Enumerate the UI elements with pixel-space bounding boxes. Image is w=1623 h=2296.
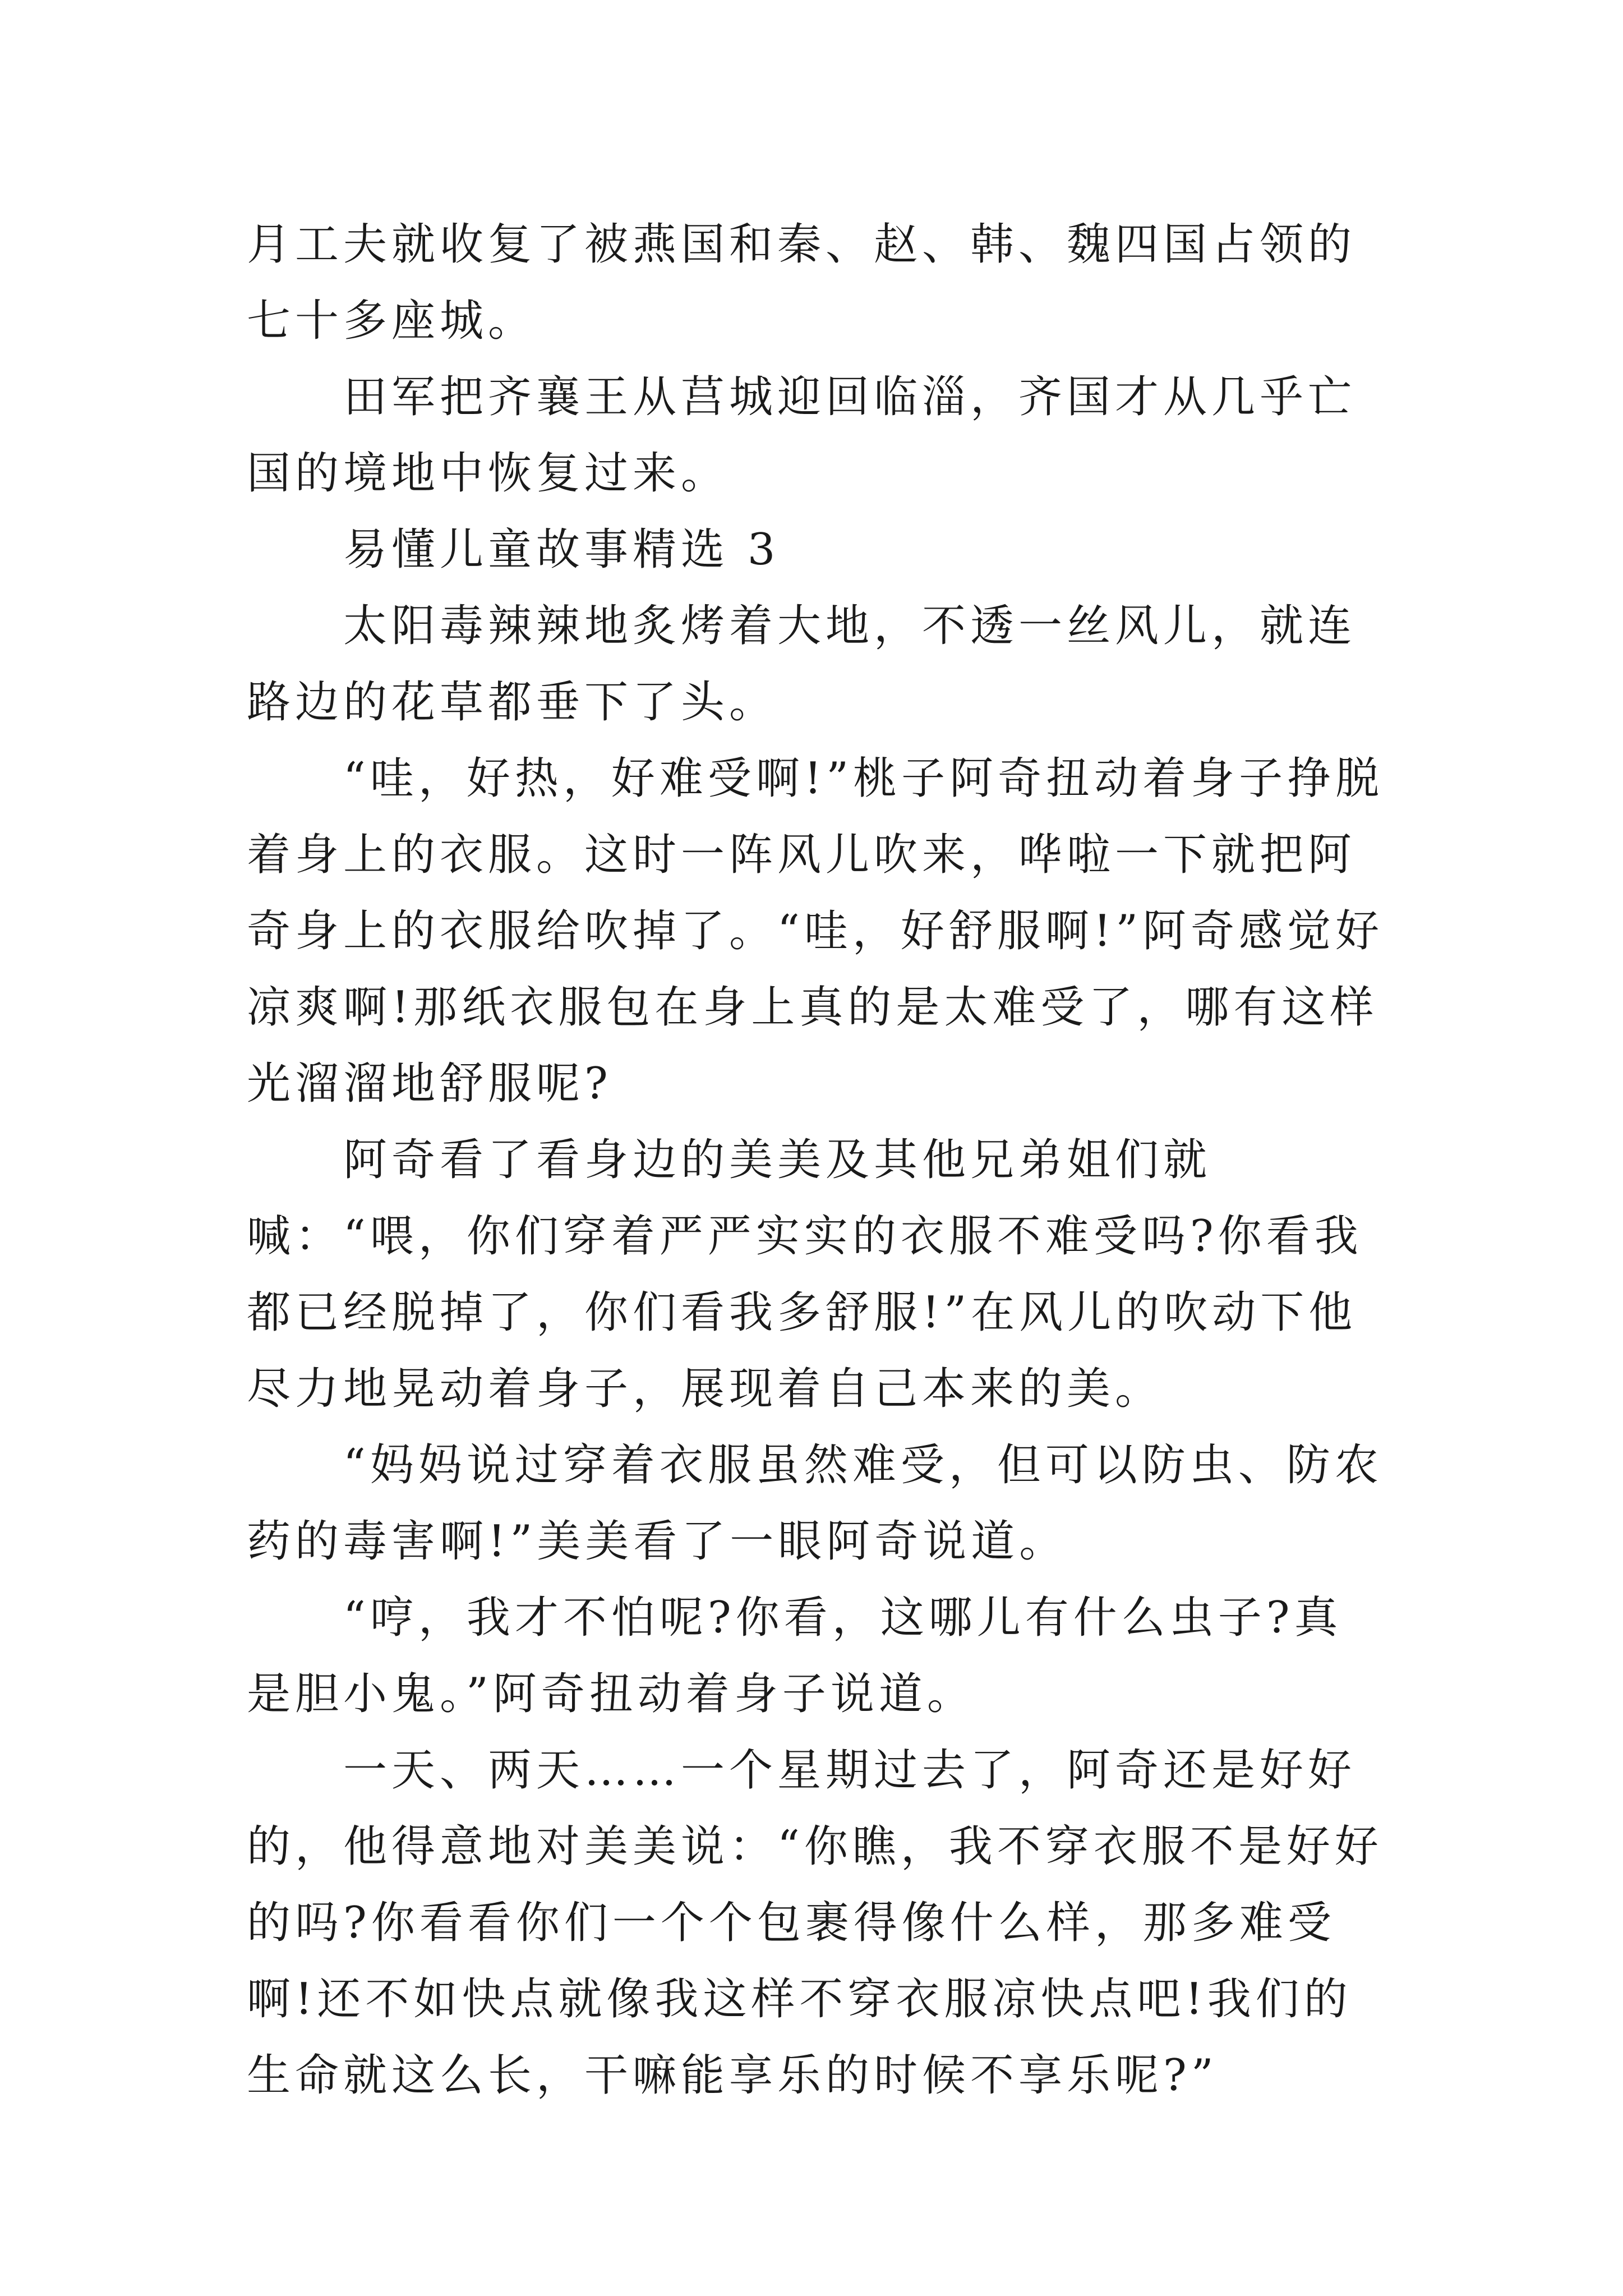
paragraph: 太阳毒辣辣地炙烤着大地，不透一丝风儿，就连路边的花草都垂下了头。: [247, 601, 1357, 728]
paragraph: 田军把齐襄王从莒城迎回临淄，齐国才从几乎亡国的境地中恢复过来。: [247, 372, 1357, 499]
paragraph: “哇，好热，好难受啊!”桃子阿奇扭动着身子挣脱着身上的衣服。这时一阵风儿吹来，哗啦一下就把阿奇身上的衣服给吹掉了。“哇，好舒服啊!”阿奇感觉好凉爽啊!那纸衣服包在身上真的是太难受了，哪有这样光溜溜地舒服呢?: [247, 753, 1384, 1109]
paragraph: “哼，我才不怕呢?你看，这哪儿有什么虫子?真是胆小鬼。”阿奇扭动着身子说道。: [247, 1593, 1343, 1719]
paragraph: 阿奇看了看身边的美美及其他兄弟姐们就喊：“喂，你们穿着严严实实的衣服不难受吗?你看我都已经脱掉了，你们看我多舒服!”在风儿的吹动下他尽力地晃动着身子，展现着自己本来的美。: [247, 1135, 1363, 1414]
paragraph: 一天、两天……一个星期过去了，阿奇还是好好的，他得意地对美美说：“你瞧，我不穿衣服不是好好的吗?你看看你们一个个包裹得像什么样，那多难受啊!还不如快点就像我这样不穿衣服凉快点吧!我们的生命就这么长，干嘛能享乐的时候不享乐呢?”: [247, 1745, 1383, 2101]
paragraph-continuation: 月工夫就收复了被燕国和秦、赵、韩、魏四国占领的七十多座城。: [247, 219, 1357, 346]
paragraph: “妈妈说过穿着衣服虽然难受，但可以防虫、防农药的毒害啊!”美美看了一眼阿奇说道。: [247, 1440, 1383, 1567]
section-heading: 易懂儿童故事精选 3: [343, 524, 780, 575]
document-body: [247, 206, 1385, 2114]
